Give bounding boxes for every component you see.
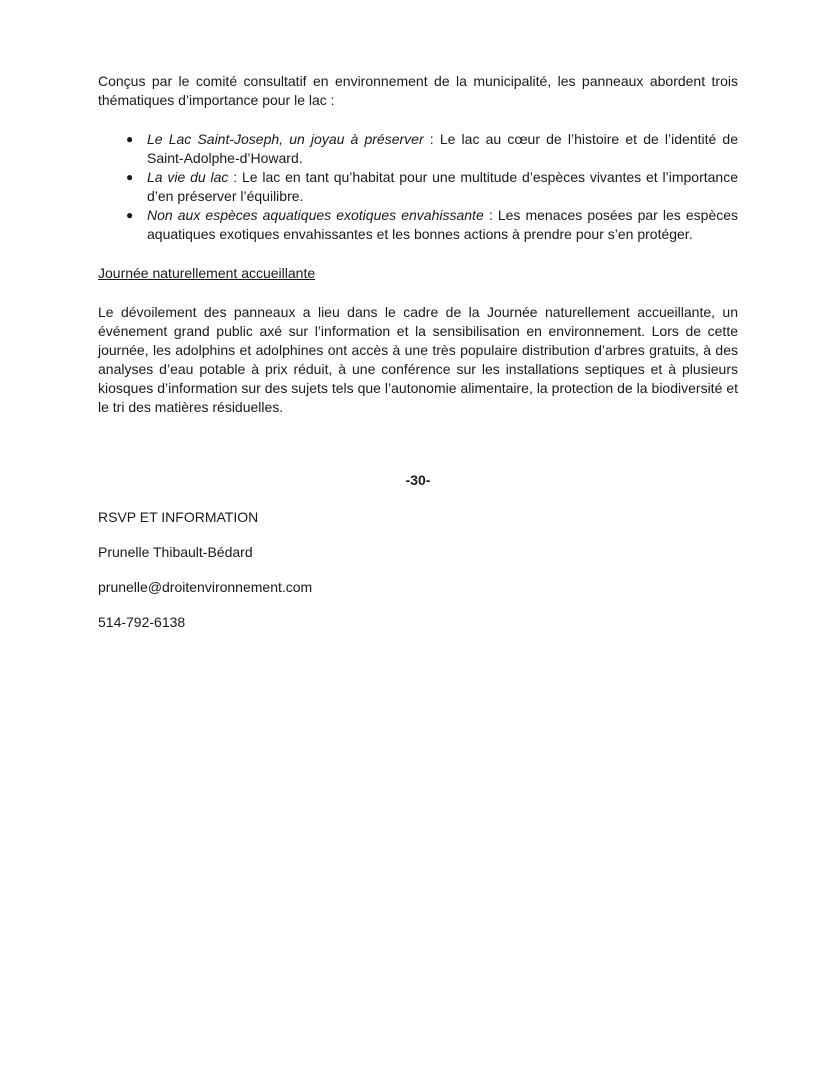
theme-item <box>98 130 738 168</box>
section-heading: Journée naturellement accueillante <box>98 265 316 281</box>
theme-title: La vie du lac <box>147 169 229 185</box>
theme-description: Les menaces posées par les espèces aquatiques exotiques envahissantes et les bonnes actions à prendre pour s’en protéger. <box>147 207 739 242</box>
theme-separator: : <box>228 169 242 185</box>
intro-paragraph: Conçus par le comité consultatif en environnement de la municipalité, les panneaux abordent trois thématiques d’importance pour le lac : <box>98 73 738 108</box>
themes-list <box>98 130 738 244</box>
event-paragraph: Le dévoilement des panneaux a lieu dans le cadre de la Journée naturellement accueillante, un événement grand public axé sur l’information et la sensibilisation en environnement. Lors de cette journée, les adolphins et adolphines ont accès à une très populaire distribution d’arbres gratuits, à des analyses d’eau potable à prix réduit, à une conférence sur les installations septiques et à plusieurs kiosques d’information sur des sujets tels que l’autonomie alimentaire, la protection de la biodiversité et le tri des matières résiduelles. <box>98 304 738 415</box>
bullet-icon: ● <box>126 170 134 184</box>
theme-separator: : <box>423 131 440 147</box>
contact-name: Prunelle Thibault-Bédard <box>98 544 253 560</box>
theme-description: Le lac en tant qu’habitat pour une multitude d’espèces vivantes et l’importance d’en préserver l’équilibre. <box>147 169 738 204</box>
theme-title: Non aux espèces aquatiques exotiques envahissante <box>147 207 484 223</box>
theme-item <box>98 168 738 206</box>
contact-email: prunelle@droitenvironnement.com <box>98 579 313 595</box>
bullet-icon: ● <box>126 132 134 146</box>
end-marker: -30- <box>405 472 431 488</box>
theme-title: Le Lac Saint-Joseph, un joyau à préserver <box>147 131 424 147</box>
document-page <box>98 72 738 648</box>
theme-description: Le lac au cœur de l’histoire et de l’identité de Saint-Adolphe-d’Howard. <box>147 131 739 166</box>
contact-heading: RSVP ET INFORMATION <box>98 509 259 525</box>
bullet-icon: ● <box>126 208 134 222</box>
contact-phone: 514-792-6138 <box>98 614 186 630</box>
theme-separator: : <box>483 207 498 223</box>
theme-item <box>98 206 738 244</box>
